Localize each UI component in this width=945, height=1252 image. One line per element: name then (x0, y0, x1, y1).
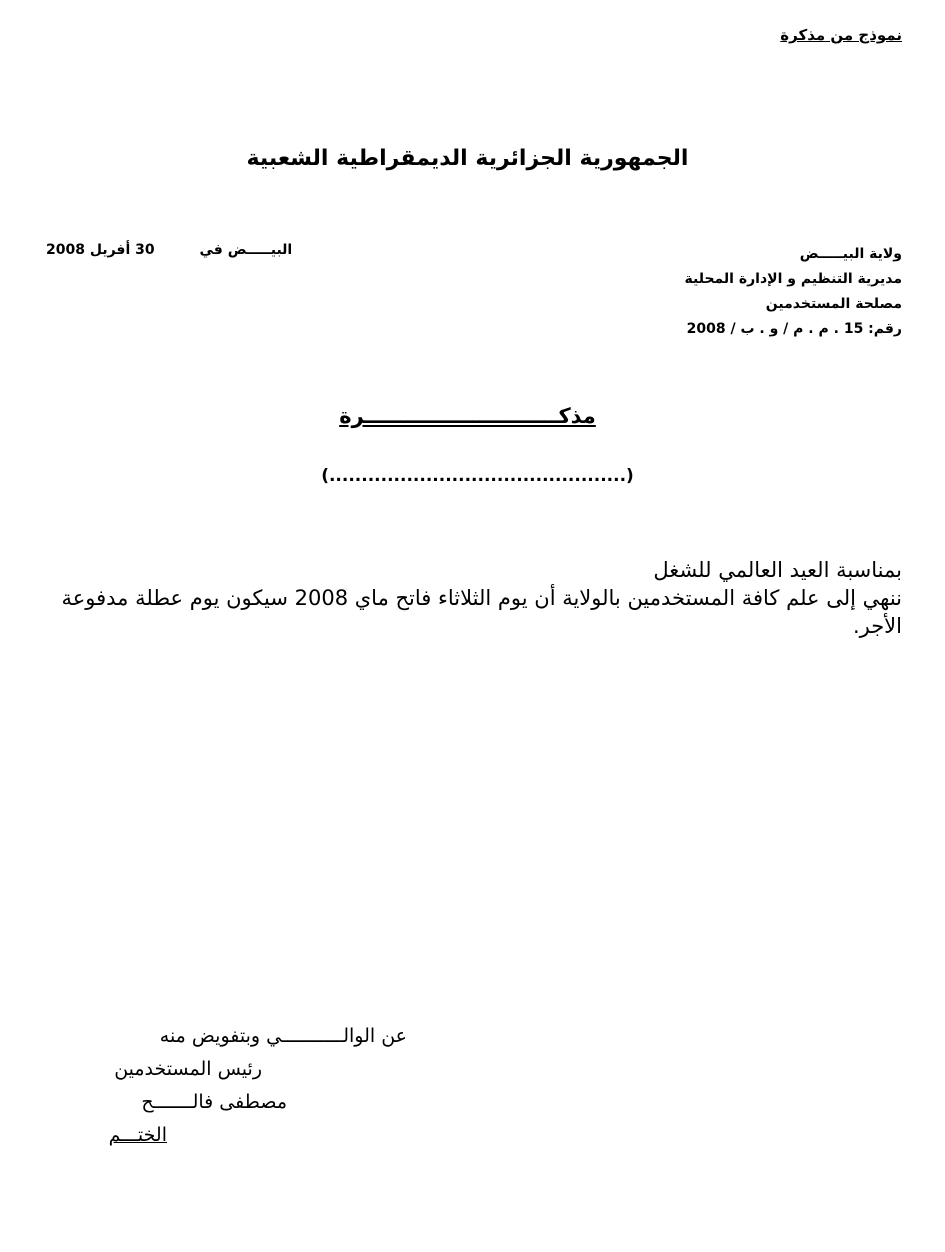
republic-title: الجمهورية الجزائرية الديمقراطية الشعبية (246, 146, 689, 171)
date-line (46, 242, 292, 258)
body-line-announcement: ننهي إلى علم كافة المستخدمين بالولاية أن يوم الثلاثاء فاتح ماي 2008 سيكون يوم عطلة مدفوعة الأجر. (61, 586, 902, 638)
signature-delegation: عن الوالـــــــــــي وبتفويض منه (159, 1025, 407, 1047)
sample-label: نموذج من مذكرة (780, 26, 902, 44)
signature-block (62, 1020, 407, 1152)
memo-subject: (..............................................) (321, 466, 634, 486)
memo-body (57, 556, 902, 640)
signature-name: مصطفى فالـــــــح (141, 1091, 287, 1113)
admin-block (685, 242, 902, 342)
wilaya-line: ولاية البيـــــض (799, 246, 902, 262)
memo-title: مذكـــــــــــــــــــــــــــرة (339, 404, 596, 428)
directorate-line: مديرية التنظيم و الإدارة المحلية (684, 271, 902, 287)
reference-number: رقم: 15 . م . م / و . ب / 2008 (686, 321, 902, 337)
service-line: مصلحة المستخدمين (765, 296, 902, 312)
signature-stamp: الختـــم (108, 1124, 167, 1146)
body-line-occasion: بمناسبة العيد العالمي للشغل (653, 558, 902, 582)
date-place: البيـــــض في (199, 242, 293, 258)
signature-role: رئيس المستخدمين (114, 1058, 262, 1080)
date-value: 30 أفريل 2008 (46, 242, 155, 258)
